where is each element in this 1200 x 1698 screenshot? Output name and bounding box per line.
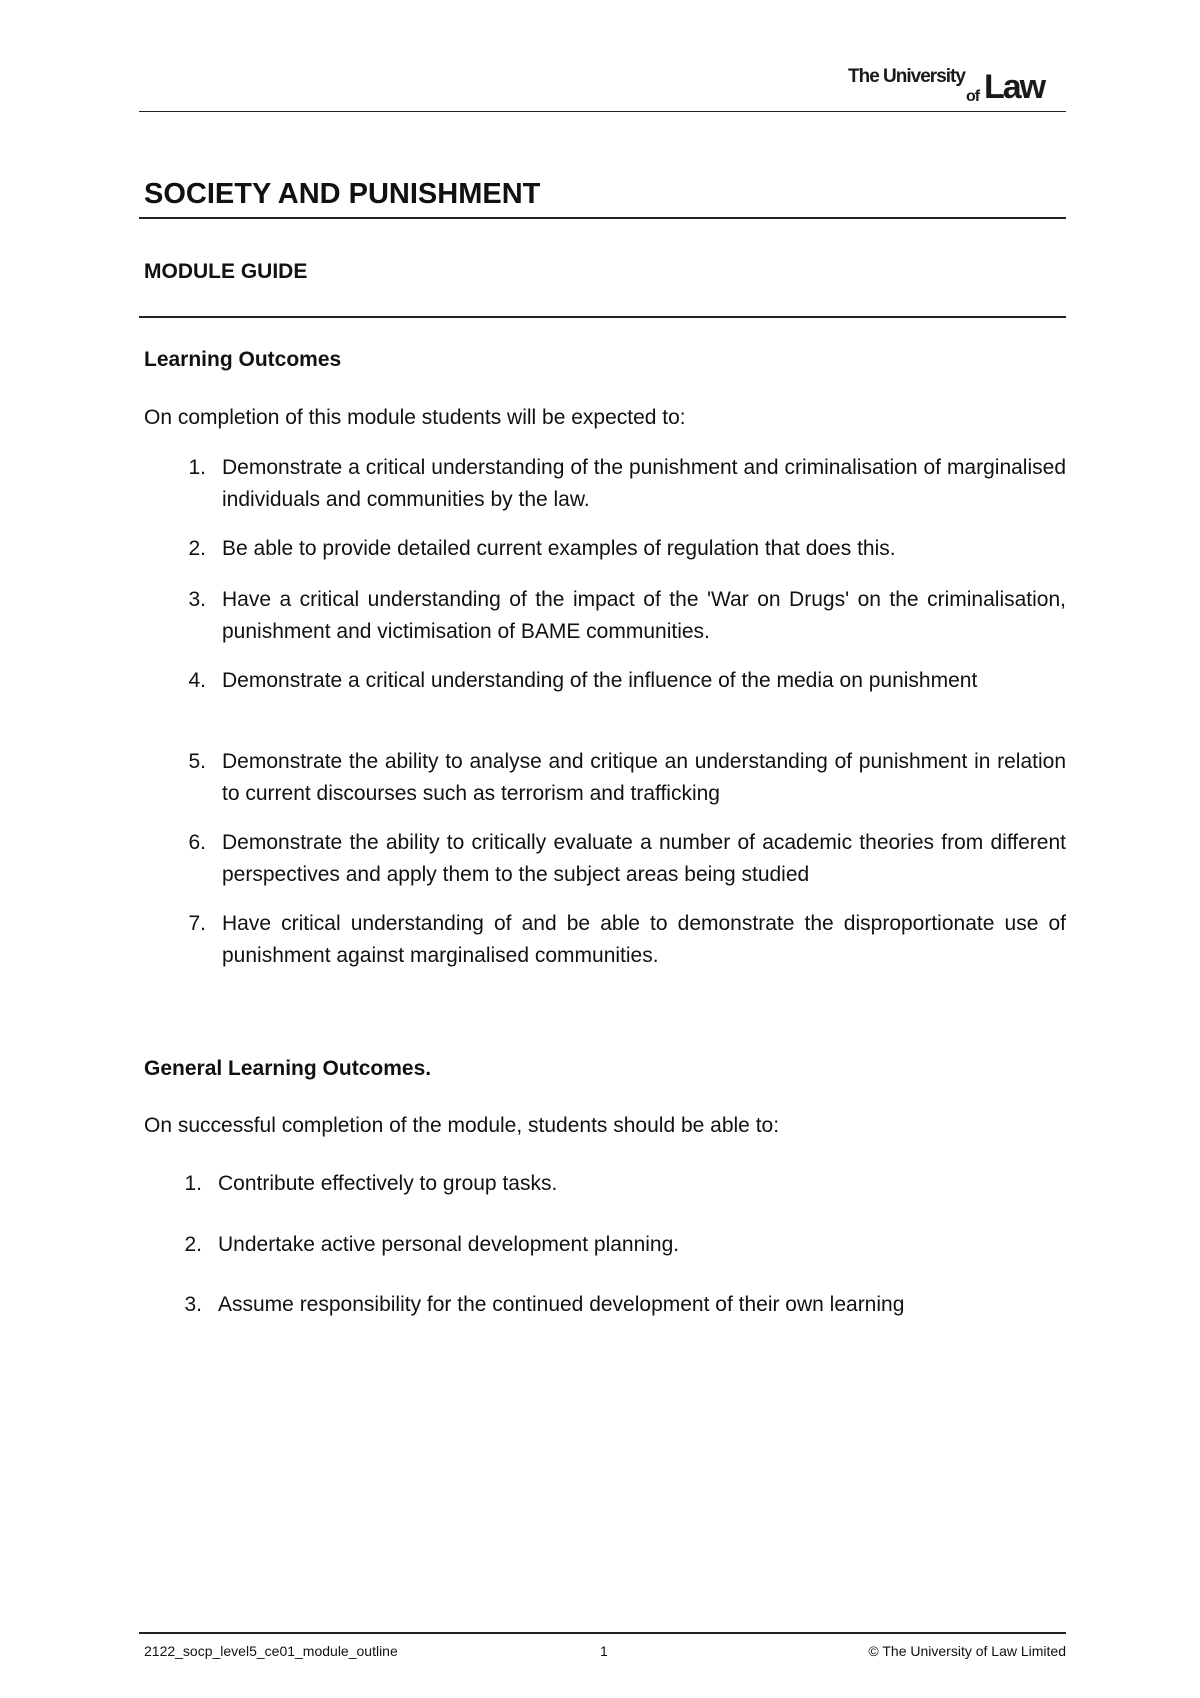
list-item-text: Assume responsibility for the continued development of their own learning (218, 1293, 905, 1316)
list-item-number: 3. (184, 1293, 202, 1316)
list-item-text: Demonstrate a critical understanding of the influence of the media on punishment (222, 669, 978, 692)
list-item-text: Demonstrate the ability to critically evaluate a number of academic theories from different perspectives and apply them to the subject areas being studied (222, 831, 1066, 886)
document-subtitle: MODULE GUIDE (144, 260, 308, 283)
list-item-number: 4. (188, 669, 206, 692)
list-item-text: Demonstrate a critical understanding of the punishment and criminalisation of marginalised individuals and communities by the law. (222, 456, 1066, 511)
learning-outcomes-intro: On completion of this module students will be expected to: (144, 406, 686, 429)
list-item-text: Have a critical understanding of the impact of the 'War on Drugs' on the criminalisation, punishment and victimisation of BAME communities. (222, 588, 1066, 643)
logo-text-law: Law (984, 68, 1045, 106)
list-item-text: Be able to provide detailed current examples of regulation that does this. (222, 537, 896, 560)
footer-divider (139, 1632, 1066, 1634)
footer-filename: 2122_socp_level5_ce01_module_outline (144, 1643, 398, 1659)
general-learning-outcomes-heading: General Learning Outcomes. (144, 1057, 432, 1080)
list-item-number: 6. (188, 831, 206, 854)
document-title: SOCIETY AND PUNISHMENT (144, 178, 541, 210)
list-item-number: 3. (188, 588, 206, 611)
list-item-text: Undertake active personal development planning. (218, 1233, 680, 1256)
general-learning-outcomes-intro: On successful completion of the module, students should be able to: (144, 1114, 780, 1137)
title-divider (139, 217, 1066, 219)
list-item-number: 7. (188, 912, 206, 935)
list-item-number: 1. (184, 1172, 202, 1195)
list-item-number: 1. (188, 456, 206, 479)
list-item-number: 2. (184, 1233, 202, 1256)
list-item-number: 2. (188, 537, 206, 560)
footer-page-number: 1 (600, 1643, 608, 1659)
list-item-number: 5. (188, 750, 206, 773)
list-item-text: Demonstrate the ability to analyse and critique an understanding of punishment in relation to current discourses such as terrorism and trafficking (222, 750, 1066, 805)
learning-outcomes-heading: Learning Outcomes (144, 348, 342, 371)
list-item-text: Contribute effectively to group tasks. (218, 1172, 558, 1195)
footer-copyright: © The University of Law Limited (868, 1643, 1066, 1659)
university-logo (848, 64, 1058, 108)
logo-text-of: of (966, 88, 980, 105)
list-item-text: Have critical understanding of and be able to demonstrate the disproportionate use of punishment against marginalised communities. (222, 912, 1066, 967)
header-divider (139, 111, 1066, 112)
logo-text-line1: The University (848, 66, 965, 87)
subtitle-divider (139, 316, 1066, 318)
